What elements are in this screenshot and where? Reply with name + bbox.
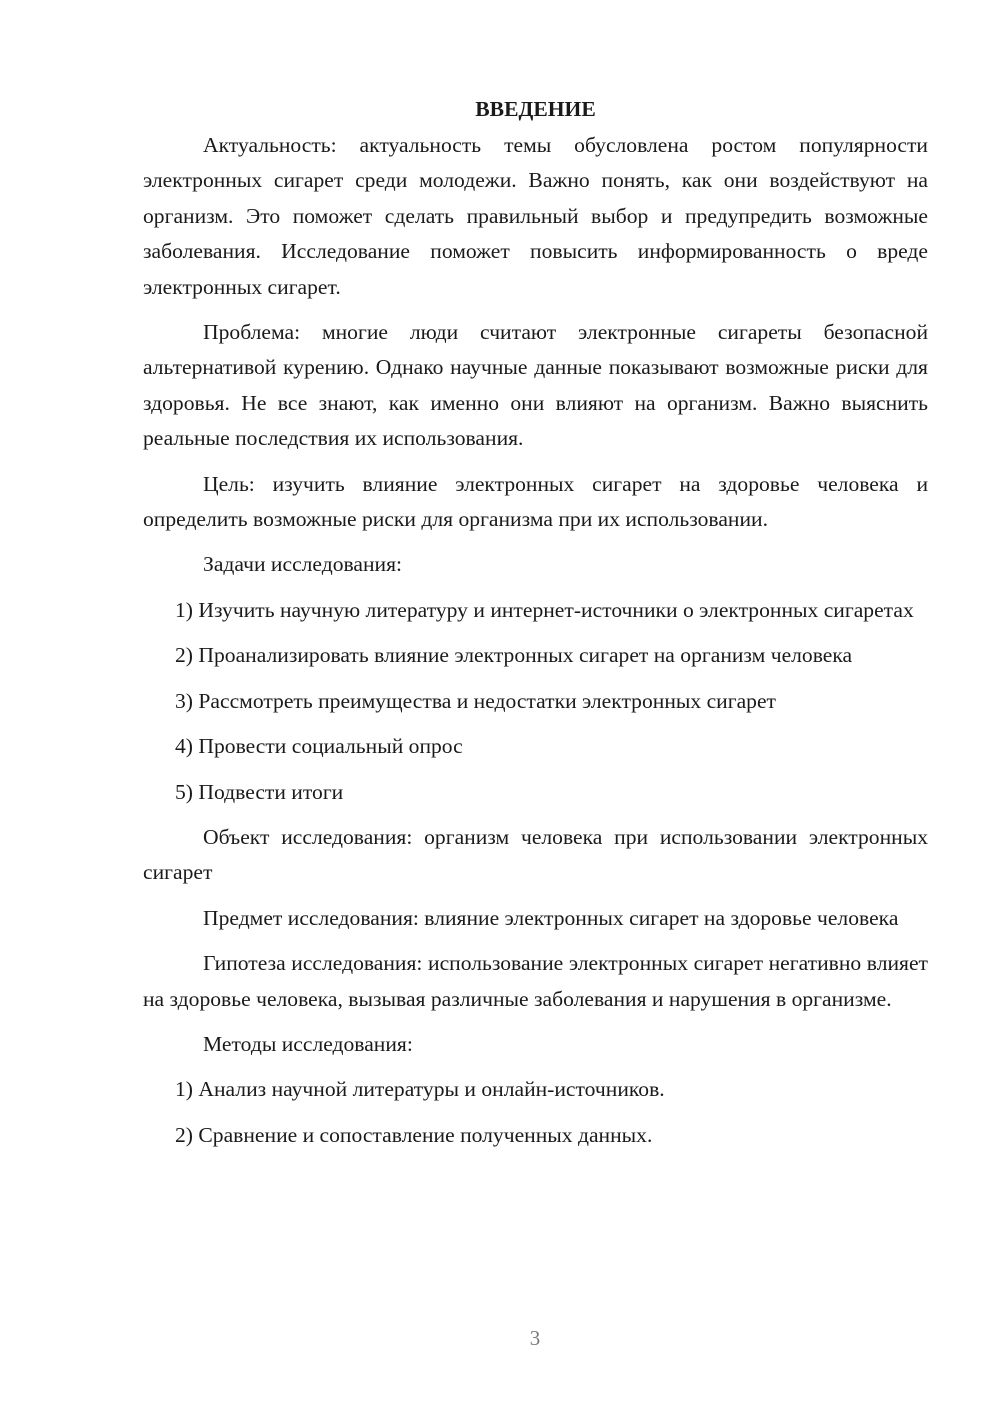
task-item: 4) Провести социальный опрос — [175, 734, 463, 759]
tasks-heading: Задачи исследования: — [203, 552, 403, 577]
problem-paragraph: Проблема: многие люди считают электронные сигареты безопасной альтернативой курению. Однако научные данные показывают возможные риски для здоровья. Не все знают, как именно они влияют на организм. Важно выяснить реальные последствия их использования. — [143, 320, 928, 451]
task-item: 1) Изучить научную литературу и интернет-источники о электронных сигаретах — [175, 597, 914, 622]
goal-paragraph: Цель: изучить влияние электронных сигарет на здоровье человека и определить возможные риски для организма при их использовании. — [143, 471, 928, 532]
task-item: 3) Рассмотреть преимущества и недостатки электронных сигарет — [175, 688, 776, 713]
methods-heading: Методы исследования: — [203, 1031, 413, 1056]
object-paragraph: Объект исследования: организм человека при использовании электронных сигарет — [143, 824, 928, 885]
section-title: ВВЕДЕНИЕ — [475, 97, 596, 121]
method-item: 2) Сравнение и сопоставление полученных данных. — [175, 1122, 653, 1147]
hypothesis-paragraph: Гипотеза исследования: использование электронных сигарет негативно влияет на здоровье человека, вызывая различные заболевания и нарушения в организме. — [143, 951, 928, 1011]
document-page — [143, 92, 928, 1163]
subject-paragraph: Предмет исследования: влияние электронных сигарет на здоровье человека — [203, 905, 899, 930]
method-item: 1) Анализ научной литературы и онлайн-источников. — [175, 1077, 665, 1102]
task-item: 5) Подвести итоги — [175, 779, 344, 804]
page-number: 3 — [529, 1326, 541, 1350]
task-item: 2) Проанализировать влияние электронных сигарет на организм человека — [175, 643, 853, 668]
relevance-paragraph: Актуальность: актуальность темы обусловлена ростом популярности электронных сигарет среди молодежи. Важно понять, как они воздействуют на организм. Это поможет сделать правильный выбор и предупредить возможные заболевания. Исследование поможет повысить информированность о вреде электронных сигарет. — [143, 133, 928, 299]
